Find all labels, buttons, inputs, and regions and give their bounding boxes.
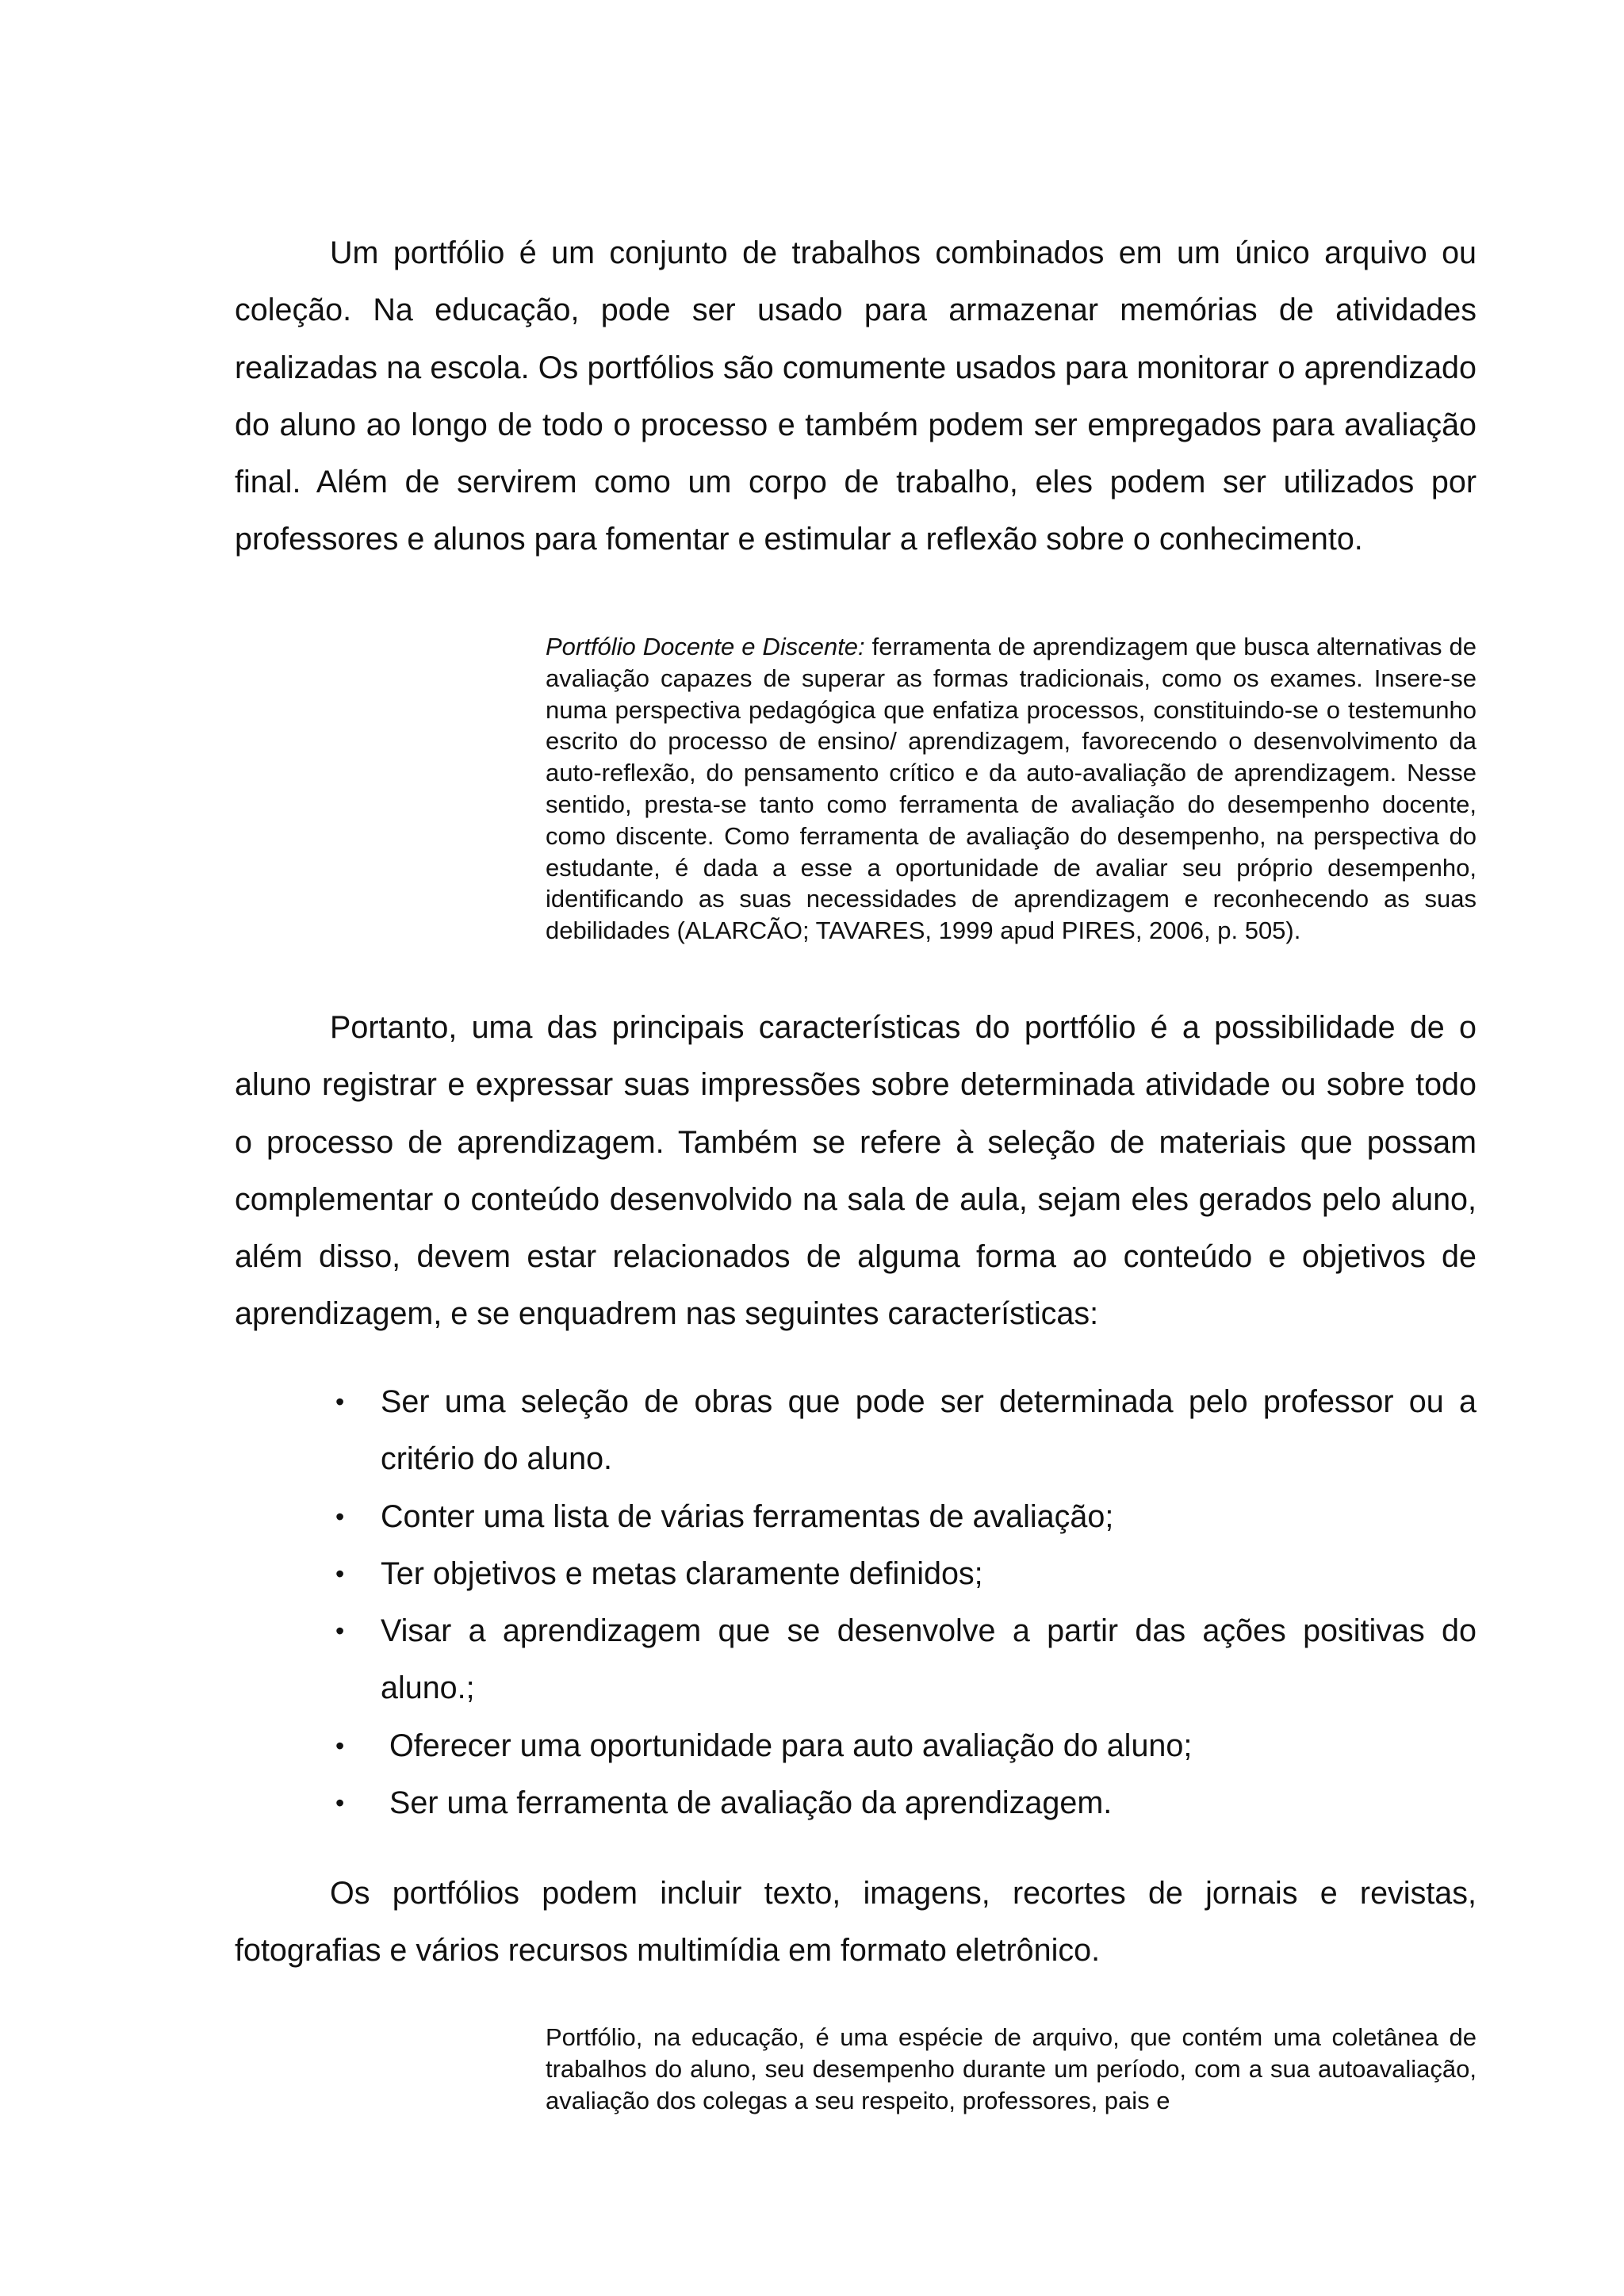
- block-quote-portfolio-docente: [546, 631, 1477, 947]
- list-item-text: Visar a aprendizagem que se desenvolve a partir das ações positivas do aluno.;: [381, 1613, 1477, 1706]
- list-item: [235, 1717, 1477, 1774]
- paragraph-incluir: Os portfólios podem incluir texto, imagens, recortes de jornais e revistas, fotografias e vários recursos multimídia em formato eletrônico.: [235, 1876, 1477, 1969]
- bullet-icon: •: [335, 1387, 345, 1416]
- quote-term: Portfólio Docente e Discente:: [546, 633, 865, 660]
- paragraph-intro: Um portfólio é um conjunto de trabalhos combinados em um único arquivo ou coleção. Na educação, pode ser usado para armazenar memórias de atividades realizadas na escola. Os portfólios são comumente usados para monitorar o aprendizado do aluno ao longo de todo o processo e também podem ser empregados para avaliação final. Além de servirem como um corpo de trabalho, eles podem ser utilizados por professores e alunos para fomentar e estimular a reflexão sobre o conhecimento.: [235, 235, 1477, 557]
- characteristics-list: [235, 1373, 1477, 1831]
- paragraph-portanto: Portanto, uma das principais características do portfólio é a possibilidade de o aluno registrar e expressar suas impressões sobre determinada atividade ou sobre todo o processo de aprendizagem. Também se refere à seleção de materiais que possam complementar o conteúdo desenvolvido na sala de aula, sejam eles gerados pelo aluno, além disso, devem estar relacionados de alguma forma ao conteúdo e objetivos de aprendizagem, e se enquadrem nas seguintes características:: [235, 1010, 1477, 1332]
- list-item: [235, 1774, 1477, 1831]
- bullet-icon: •: [335, 1559, 345, 1588]
- list-item-text: Oferecer uma oportunidade para auto avaliação do aluno;: [389, 1728, 1193, 1763]
- list-item-text: Ser uma ferramenta de avaliação da aprendizagem.: [389, 1785, 1113, 1821]
- quote-body: ferramenta de aprendizagem que busca alternativas de avaliação capazes de superar as formas tradicionais, como os exames. Insere-se numa perspectiva pedagógica que enfatiza processos, constituindo-se o testemunho escrito do processo de ensino/ aprendizagem, favorecendo o desenvolvimento da auto-reflexão, do pensamento crítico e da auto-avaliação de aprendizagem. Nesse sentido, presta-se tanto como ferramenta de avaliação do desempenho docente, como discente. Como ferramenta de avaliação do desempenho, na perspectiva do estudante, é dada a esse a oportunidade de avaliar seu próprio desempenho, identificando as suas necessidades de aprendizagem e reconhecendo as suas debilidades (ALARCÃO; TAVARES, 1999 apud PIRES, 2006, p. 505).: [546, 633, 1477, 945]
- list-item: [235, 1545, 1477, 1602]
- list-item-text: Ter objetivos e metas claramente definidos;: [381, 1556, 983, 1591]
- bullet-icon: •: [335, 1617, 345, 1646]
- list-item: [235, 1602, 1477, 1717]
- list-item-text: Ser uma seleção de obras que pode ser determinada pelo professor ou a critério do aluno.: [381, 1384, 1477, 1477]
- list-item: [235, 1488, 1477, 1545]
- bullet-icon: •: [335, 1789, 345, 1818]
- list-item: [235, 1373, 1477, 1488]
- bullet-icon: •: [335, 1731, 345, 1760]
- list-item-text: Conter uma lista de várias ferramentas de avaliação;: [381, 1498, 1114, 1534]
- block-quote-portfolio-educacao: Portfólio, na educação, é uma espécie de arquivo, que contém uma coletânea de trabalhos do aluno, seu desempenho durante um período, com a sua autoavaliação, avaliação dos colegas a seu respeito, professores, pais e: [546, 2023, 1477, 2114]
- bullet-icon: •: [335, 1502, 345, 1531]
